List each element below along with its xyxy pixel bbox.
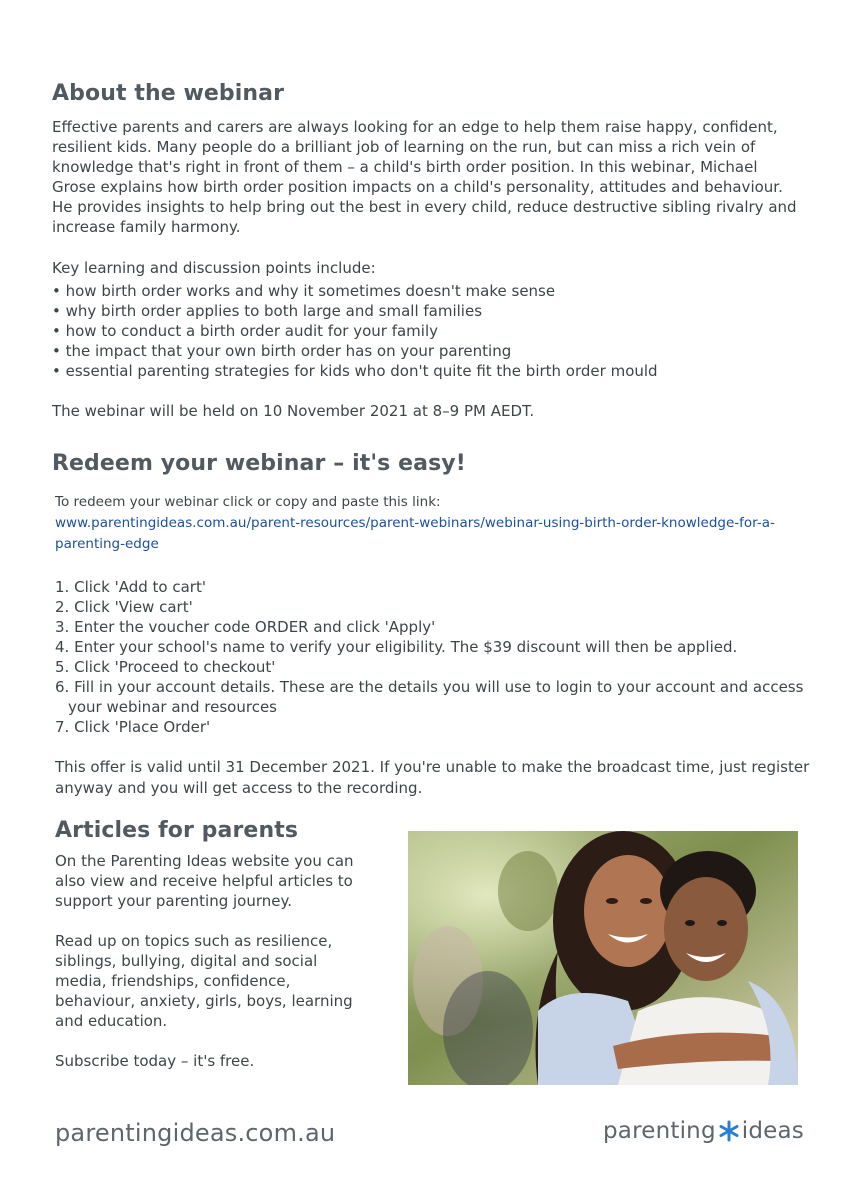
about-line: Effective parents and carers are always looking for an edge to help them raise happy, confident, bbox=[52, 118, 778, 136]
redeem-intro: To redeem your webinar click or copy and paste this link: bbox=[55, 494, 441, 510]
about-line: He provides insights to help bring out the best in every child, reduce destructive sibling rivalry and bbox=[52, 198, 797, 216]
articles-line: also view and receive helpful articles to bbox=[55, 872, 353, 890]
about-heading: About the webinar bbox=[52, 81, 285, 106]
articles-topics bbox=[55, 931, 353, 1031]
step-text: Click 'View cart' bbox=[74, 598, 193, 616]
parentingideas-logo bbox=[603, 1118, 804, 1144]
family-photo bbox=[408, 831, 798, 1085]
about-line: resilient kids. Many people do a brilliant job of learning on the run, but can miss a rich vein of bbox=[52, 138, 756, 156]
offer-validity bbox=[55, 757, 809, 799]
step-item bbox=[55, 577, 803, 597]
step-text: Click 'Proceed to checkout' bbox=[74, 658, 276, 676]
step-text: Fill in your account details. These are the details you will use to login to your account and access bbox=[74, 678, 804, 696]
asterisk-icon bbox=[718, 1120, 740, 1142]
step-item bbox=[55, 597, 803, 617]
step-item bbox=[55, 657, 803, 677]
key-point: • why birth order applies to both large and small families bbox=[52, 301, 658, 321]
step-text-continued: your webinar and resources bbox=[68, 698, 277, 716]
step-number: 1. bbox=[55, 578, 70, 596]
articles-line: On the Parenting Ideas website you can bbox=[55, 852, 354, 870]
webinar-date: The webinar will be held on 10 November 2021 at 8–9 PM AEDT. bbox=[52, 402, 535, 420]
step-text: Enter your school's name to verify your eligibility. The $39 discount will then be applied. bbox=[74, 638, 738, 656]
step-item bbox=[55, 677, 803, 717]
about-line: increase family harmony. bbox=[52, 218, 241, 236]
step-item bbox=[55, 617, 803, 637]
key-points-list bbox=[52, 281, 658, 381]
footer-website-url[interactable]: parentingideas.com.au bbox=[55, 1119, 336, 1147]
step-text: Click 'Add to cart' bbox=[74, 578, 206, 596]
step-number: 4. bbox=[55, 638, 70, 656]
articles-intro bbox=[55, 851, 354, 911]
about-line: Grose explains how birth order position impacts on a child's personality, attitudes and behaviour. bbox=[52, 178, 783, 196]
step-item bbox=[55, 717, 803, 737]
redeem-heading: Redeem your webinar – it's easy! bbox=[52, 451, 466, 476]
key-point: • essential parenting strategies for kids who don't quite fit the birth order mould bbox=[52, 361, 658, 381]
step-text: Enter the voucher code ORDER and click 'Apply' bbox=[74, 618, 436, 636]
articles-line: and education. bbox=[55, 1012, 168, 1030]
key-points-intro: Key learning and discussion points include: bbox=[52, 259, 376, 277]
key-point: • how to conduct a birth order audit for your family bbox=[52, 321, 658, 341]
step-item bbox=[55, 637, 803, 657]
offer-line: anyway and you will get access to the recording. bbox=[55, 779, 423, 797]
about-line: knowledge that's right in front of them – a child's birth order position. In this webinar, Michael bbox=[52, 158, 758, 176]
webinar-link[interactable] bbox=[55, 513, 775, 555]
articles-line: siblings, bullying, digital and social bbox=[55, 952, 318, 970]
articles-line: support your parenting journey. bbox=[55, 892, 292, 910]
webinar-link-line1: www.parentingideas.com.au/parent-resources/parent-webinars/webinar-using-birth-order-knowledge-for-a- bbox=[55, 515, 775, 531]
webinar-link-line2: parenting-edge bbox=[55, 536, 159, 552]
step-number: 5. bbox=[55, 658, 70, 676]
key-point: • how birth order works and why it sometimes doesn't make sense bbox=[52, 281, 658, 301]
articles-line: media, friendships, confidence, bbox=[55, 972, 291, 990]
key-point: • the impact that your own birth order has on your parenting bbox=[52, 341, 658, 361]
step-number: 7. bbox=[55, 718, 70, 736]
offer-line: This offer is valid until 31 December 2021. If you're unable to make the broadcast time, just register bbox=[55, 758, 810, 776]
articles-heading: Articles for parents bbox=[55, 818, 299, 843]
step-number: 6. bbox=[55, 678, 70, 696]
subscribe-cta: Subscribe today – it's free. bbox=[55, 1052, 255, 1070]
logo-text-left: parenting bbox=[603, 1118, 716, 1144]
articles-line: Read up on topics such as resilience, bbox=[55, 932, 333, 950]
about-description bbox=[52, 117, 812, 237]
articles-line: behaviour, anxiety, girls, boys, learning bbox=[55, 992, 353, 1010]
redeem-steps bbox=[55, 577, 803, 737]
logo-text-right: ideas bbox=[741, 1118, 804, 1144]
step-number: 3. bbox=[55, 618, 70, 636]
step-number: 2. bbox=[55, 598, 70, 616]
step-text: Click 'Place Order' bbox=[74, 718, 211, 736]
